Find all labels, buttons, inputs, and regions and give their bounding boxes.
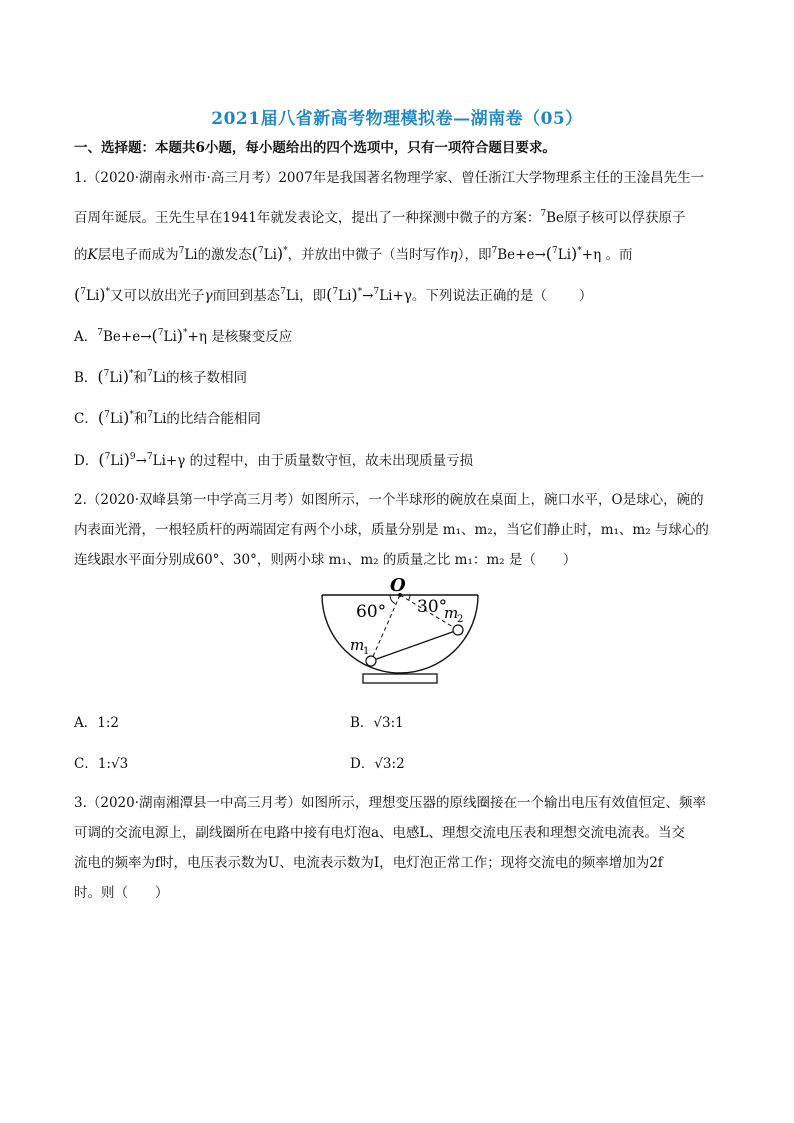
- q3-line-2: 可调的交流电源上，副线圈所在电路中接有电灯泡a、电感L、理想交流电压表和理想交流电流表。当交: [74, 825, 686, 841]
- bowl-figure: [310, 575, 490, 687]
- q2-option-a[interactable]: A．1:2: [74, 715, 119, 731]
- q2-option-b[interactable]: B．√3:1: [350, 715, 404, 731]
- label-m2: m: [444, 604, 459, 622]
- label-m2-sub: 2: [457, 614, 464, 625]
- label-m1-sub: 1: [363, 646, 370, 657]
- ball-m1: [366, 656, 376, 666]
- q1-line-1: 1.（2020·湖南永州市·高三月考）2007年是我国著名物理学家、曾任浙江大学物理系主任的王淦昌先生一: [74, 170, 705, 186]
- q2-line-3: 连线跟水平面分别成60°、30°，则两小球 m₁、m₂ 的质量之比 m₁：m₂ 是（ ）: [74, 552, 577, 568]
- q2-option-c[interactable]: C．1:√3: [74, 756, 129, 772]
- light-rod: [371, 630, 458, 661]
- q1-option-d[interactable]: D．$(^7Li)^9\to^7Li+\gamma$ 的过程中，由于质量数守恒，故未出现质量亏损: [74, 450, 474, 469]
- label-60: 60°: [356, 602, 387, 622]
- section-heading: 一、选择题：本题共6小题，每小题给出的四个选项中，只有一项符合题目要求。: [74, 140, 556, 156]
- q3-line-1: 3.（2020·湖南湘潭县一中高三月考）如图所示，理想变压器的原线圈接在一个输出电压有效值恒定、频率: [74, 795, 707, 811]
- label-m1: m: [350, 636, 365, 654]
- q2-line-1: 2.（2020·双峰县第一中学高三月考）如图所示，一个半球形的碗放在桌面上，碗口水平，O是球心，碗的: [74, 492, 704, 508]
- page-title: 2021届八省新高考物理模拟卷—湖南卷（05）: [211, 109, 583, 129]
- q1-line-4: ($^7$Li)*又可以放出光子γ而回到基态$^7$Li，即($^7$Li)*→$^7$Li+γ。下列说法正确的是（ ）: [74, 285, 593, 304]
- label-o: O: [390, 575, 406, 596]
- q3-line-4: 时。则（ ）: [74, 885, 169, 901]
- q2-line-2: 内表面光滑，一根轻质杆的两端固定有两个小球，质量分别是 m₁、m₂，当它们静止时，m₁、m₂ 与球心的: [74, 522, 709, 538]
- label-30: 30°: [417, 597, 448, 617]
- angle-arc-30: [409, 595, 410, 600]
- table-base: [363, 674, 437, 683]
- q1-line-3: 的K层电子而成为$^7$Li的激发态($^7$Li)*，并放出中微子（当时写作η），即$^7$Be+e→($^7$Li)*+η 。而: [74, 244, 633, 263]
- angle-arc-60: [390, 595, 395, 604]
- q2-option-d[interactable]: D．√3:2: [350, 756, 405, 772]
- q1-option-c[interactable]: C．($^7$Li)*和$^7$Li的比结合能相同: [74, 408, 261, 427]
- q1-line-2: 百周年诞辰。王先生早在1941年就发表论文，提出了一种探测中微子的方案：$^7$Be原子核可以俘获原子: [74, 209, 686, 226]
- ball-m2: [453, 625, 463, 635]
- q1-option-b[interactable]: B．($^7$Li)*和$^7$Li的核子数相同: [74, 367, 247, 386]
- q1-option-a[interactable]: A．$^7$Be+e→($^7$Li)*+η 是核聚变反应: [74, 326, 293, 345]
- q3-line-3: 流电的频率为f时，电压表示数为U、电流表示数为I，电灯泡正常工作；现将交流电的频率增加为2f: [74, 855, 663, 871]
